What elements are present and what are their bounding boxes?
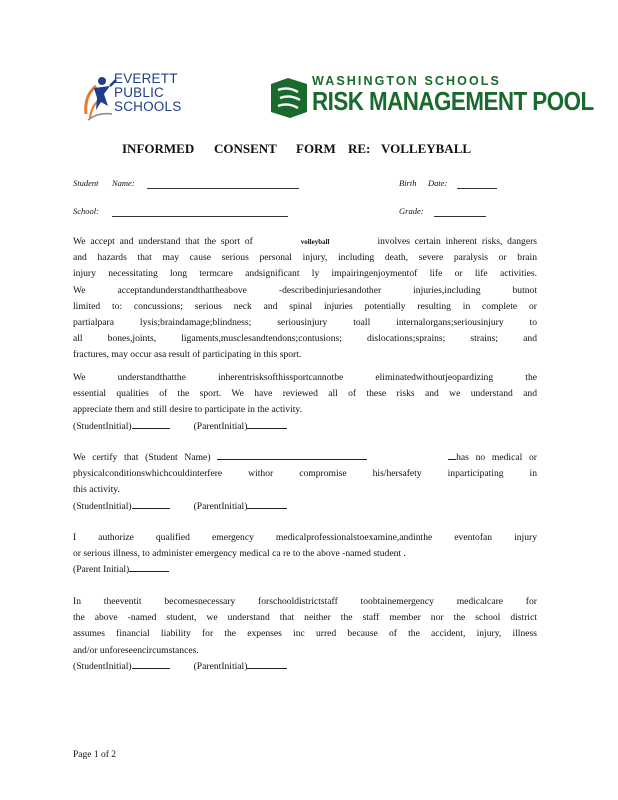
everett-public-schools-logo bbox=[82, 70, 222, 126]
p4-line-1: I authorize qualified emergency medicalprofessionalstoexamine,andinthe eventofan injury bbox=[73, 532, 537, 543]
school-label: School: bbox=[73, 206, 99, 216]
parent-initial-line[interactable] bbox=[129, 571, 169, 572]
paragraph-authorize bbox=[73, 530, 537, 579]
parent-initial-label: (ParentInitial) bbox=[193, 420, 248, 432]
p5-line-2: the above -named student, we understand that neither the staff member nor the school district bbox=[73, 612, 537, 624]
title-word-5: VOLLEYBALL bbox=[381, 141, 472, 156]
p1-l1c: involves certain inherent risks, dangers bbox=[377, 236, 538, 247]
paragraph-certify bbox=[73, 450, 537, 515]
p1-line-8: fractures, may occur asa result of participating in this sport. bbox=[73, 349, 302, 361]
title-word-4: RE: bbox=[348, 141, 371, 156]
birth-date-line[interactable] bbox=[457, 188, 497, 189]
parent-initial-label: (Parent Initial) bbox=[73, 564, 130, 576]
parent-initial-label: (ParentInitial) bbox=[193, 660, 248, 672]
p4-line-2: or serious illness, to administer emergency medical ca re to the above -named student . bbox=[73, 548, 406, 560]
student-initial-label: (StudentInitial) bbox=[73, 500, 132, 512]
p3-line-1 bbox=[73, 450, 537, 466]
p5-line-4: and/or unforeseencircumstances. bbox=[73, 644, 199, 656]
name-label: Name: bbox=[112, 178, 135, 188]
title-word-1: INFORMED bbox=[122, 141, 195, 156]
p5-line-3: assumes financial liability for the expenses inc urred because of the accident, injury, illness bbox=[73, 628, 537, 640]
student-initial-line[interactable] bbox=[132, 428, 170, 429]
p2-line-1: We understandthatthe inherentrisksofthissportcannotbe eliminatedwithoutjeopardizing the bbox=[73, 372, 537, 383]
grade-label: Grade: bbox=[399, 206, 424, 216]
p1-line-6: partialpara lysis;braindamage;blindness; seriousinjury toall internalorgans;seriousinjury to bbox=[73, 317, 537, 329]
student-initial-line[interactable] bbox=[132, 668, 170, 669]
paragraph-emergency bbox=[73, 594, 537, 675]
p2-line-2: essential qualities of the sport. We have reviewed all of these risks and we understand and bbox=[73, 388, 537, 400]
p1-line-5: limited to: concussions; serious neck and spinal injuries potentially resulting in complete or bbox=[73, 300, 537, 312]
everett-line1: EVERETT bbox=[114, 71, 178, 86]
paragraph-risks bbox=[73, 234, 537, 364]
p3-l1a: We certify that (Student Name) bbox=[73, 452, 211, 463]
washington-schools-rmp-logo bbox=[268, 74, 594, 122]
student-name-line[interactable] bbox=[147, 188, 299, 189]
p1-line-2: and hazards that may cause serious personal injury, including death, severe paralysis or brain bbox=[73, 252, 537, 264]
p1-line-3: injury necessitating long termcare andsignificant ly impairingenjoymentof life or life activities. bbox=[73, 268, 537, 280]
parent-initial-label: (ParentInitial) bbox=[193, 500, 248, 512]
p1-line-7: all bones,joints, ligaments,musclesandtendons;contusions; dislocations;sprains; strains; and bbox=[73, 333, 537, 345]
p1-line-1 bbox=[73, 234, 537, 250]
everett-line3: SCHOOLS bbox=[114, 99, 182, 114]
p3-line-2: physicalconditionswhichcouldinterfere withor compromise his/hersafety inparticipating in bbox=[73, 468, 537, 480]
p2-line-3: appreciate them and still desire to participate in the activity. bbox=[73, 404, 303, 416]
student-initial-label: (StudentInitial) bbox=[73, 660, 132, 672]
certify-student-name-line[interactable] bbox=[217, 459, 367, 460]
parent-initial-line[interactable] bbox=[247, 508, 287, 509]
risk-management-pool-text: RISK MANAGEMENT POOL bbox=[312, 86, 594, 116]
p3-l1b: has no medical or bbox=[456, 452, 538, 463]
student-initial-line[interactable] bbox=[132, 508, 170, 509]
washington-schools-text: WASHINGTON SCHOOLS bbox=[312, 74, 501, 88]
everett-figure-icon bbox=[82, 72, 118, 122]
washington-state-icon bbox=[268, 76, 310, 120]
parent-initial-line[interactable] bbox=[247, 668, 287, 669]
p1-l1a: We accept and understand that the sport of bbox=[73, 236, 253, 247]
p1-line-4: We acceptandunderstandthattheabove -describedinjuriesandother injuries,including butnot bbox=[73, 284, 537, 296]
student-label: Student bbox=[73, 178, 99, 188]
p2-initials bbox=[73, 419, 537, 435]
birth-label: Birth bbox=[399, 178, 417, 188]
parent-initial-line[interactable] bbox=[247, 428, 287, 429]
school-line[interactable] bbox=[112, 216, 288, 217]
title-word-3: FORM bbox=[296, 141, 336, 156]
grade-line[interactable] bbox=[434, 216, 486, 217]
title-word-2: CONSENT bbox=[214, 141, 277, 156]
p3-initials bbox=[73, 499, 537, 515]
student-initial-label: (StudentInitial) bbox=[73, 420, 132, 432]
p1-sport: volleyball bbox=[300, 238, 330, 246]
paragraph-understand bbox=[73, 370, 537, 435]
everett-line2: PUBLIC bbox=[114, 85, 164, 100]
certify-short-line bbox=[448, 459, 456, 460]
p4-initials bbox=[73, 562, 537, 578]
date-label: Date: bbox=[428, 178, 448, 188]
p5-initials bbox=[73, 659, 537, 675]
p3-line-3: this activity. bbox=[73, 484, 120, 496]
page-number: Page 1 of 2 bbox=[73, 750, 117, 760]
p5-line-1: In theeventit becomesnecessary forschooldistrictstaff toobtainemergency medicalcare for bbox=[73, 596, 537, 607]
